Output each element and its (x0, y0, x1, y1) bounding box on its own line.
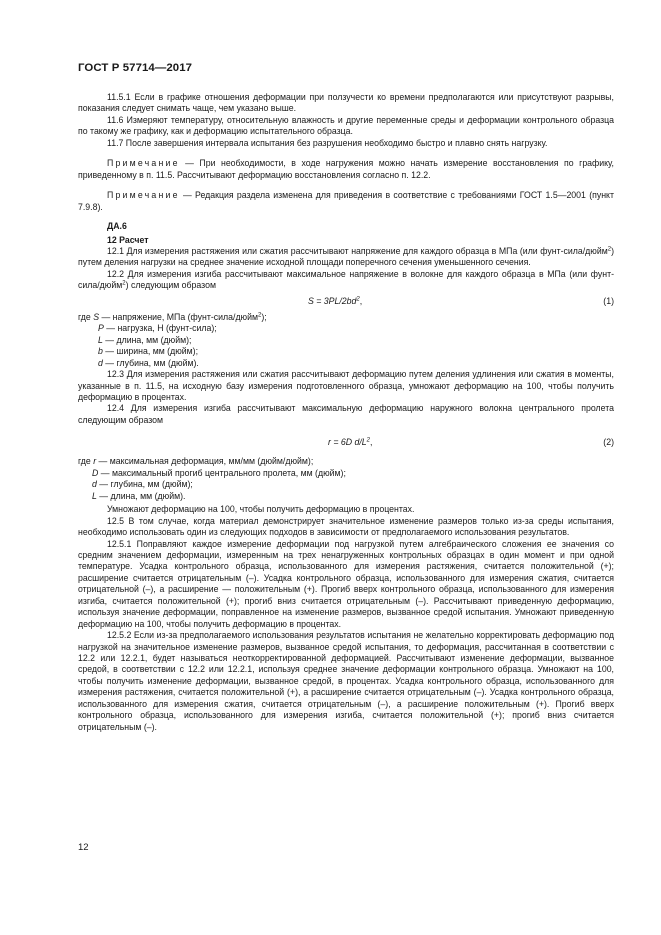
paragraph-12-5-1: 12.5.1 Поправляют каждое измерение деформации под нагрузкой путем алгебраического сложения ее значения со средним значением деформации, измеренным на трех ненагруженных контрольных образцах в один момент и при одной температуре. Усадка контрольного образца, использованного для измерения растяжения, считается положительной (+); расширение считается отрицательным (–). Усадка контрольного образца, использованного для измерения сжатия, считается отрицательной (–), а расширение — положительным (+). Прогиб вверх контрольного образца, использованного для измерения изгиба, считается положительной (+); прогиб вниз считается отрицательным (–). Рассчитывают приведенную деформацию, используя значение деформации, поправленное на изменение размеров, вызванное средой испытания. Умножают приведенную деформацию на 100, чтобы получить деформацию в процентах. (78, 538, 614, 629)
legend-text: — максимальный прогиб центрального пролета, мм (дюйм); (98, 467, 346, 478)
formula-1-comma: , (359, 295, 363, 306)
legend-text: — максимальная деформация, мм/мм (дюйм/дюйм); (96, 456, 314, 467)
document-body (78, 92, 614, 733)
legend-1 (78, 312, 614, 369)
paragraph-12-2-text: 12.2 Для измерения изгиба рассчитывают максимальное напряжение в волокне для каждого образца в МПа (или фунт-сила/дюйм (78, 268, 614, 291)
paragraph-12-2-text-end: ) следующим образом (125, 280, 216, 291)
formula-2-number: (2) (603, 437, 614, 448)
legend-variable: b (98, 346, 103, 357)
note-1-text: — При необходимости, в ходе нагружения можно начать измерение восстановления по графику, приведенному в п. 11.5. Рассчитывают деформацию восстановления согласно п. 12.2. (78, 158, 614, 180)
formula-2-comma: , (370, 437, 373, 448)
formula-1-number: (1) (603, 295, 614, 306)
legend-prefix: где (78, 456, 94, 467)
legend-text: — нагрузка, Н (фунт-сила); (103, 323, 217, 334)
superscript: 2 (122, 280, 126, 287)
legend-2-line (78, 468, 614, 479)
legend-variable: d (92, 479, 97, 490)
legend-text: — длина, мм (дюйм); (102, 334, 192, 345)
superscript: 2 (366, 437, 371, 444)
note-1-label: Примечание (107, 158, 180, 169)
legend-variable: r (93, 456, 97, 467)
legend-variable: L (92, 490, 97, 501)
section-title: 12 Расчет (107, 234, 149, 245)
legend-2 (78, 456, 614, 502)
legend-variable: d (98, 357, 103, 368)
paragraph-multiply: Умножают деформацию на 100, чтобы получить деформацию в процентах. (107, 504, 415, 515)
formula-2-expression (328, 437, 372, 448)
formula-1 (78, 295, 614, 309)
legend-text: — напряжение, МПа (фунт-сила/дюйм (99, 311, 259, 322)
legend-variable: S (93, 311, 100, 322)
legend-1-line (78, 358, 614, 369)
paragraph-12-1-text-end: ) путем деления нагрузки на среднее значение исходной площади поперечного сечения уменьшенного сечения. (78, 245, 614, 268)
legend-1-line (78, 323, 614, 334)
paragraph-12-2 (78, 269, 614, 292)
paragraph-12-3: 12.3 Для измерения растяжения или сжатия рассчитывают деформацию путем деления удлинения или сжатия в моменты, указанные в п. 11.5, на исходную базу измерения подготовленного образца, умножают деформацию на 100, чтобы получить деформацию в процентах. (78, 369, 614, 402)
legend-text: — глубина, мм (дюйм). (102, 357, 199, 368)
superscript: 2 (258, 312, 262, 319)
paragraph-11-6: 11.6 Измеряют температуру, относительную влажность и другие переменные среды и деформации контрольного образца по такому же графику, как и деформацию испытательного образца. (78, 114, 614, 137)
legend-text: — длина, мм (дюйм). (96, 490, 186, 501)
paragraph-12-5-2: 12.5.2 Если из-за предполагаемого использования результатов испытания не желательно корректировать деформацию под нагрузкой на значительное изменение размеров, вызванное средой испытания, то деформация, рассчитанная в соответствии с 12.2 или 12.2.1, будет называться неоткорректированной деформацией. Рассчитывают изменение деформации, вызванное средой, в соответствии с 12.2 или 12.2.1, используя среднее значение деформации контрольного образца. Умножают на 100, чтобы получить изменение деформации, вызванное средой, в процентах. Усадка контрольного образца, использованного для измерения растяжения, считается положительной (+), а расширение считается отрицательным (–). Усадка контрольного образца, использованного для измерения сжатия, считается отрицательным (–), а расширение положительным (+). Прогиб вверх контрольного образца, использованного для измерения изгиба, считается положительной (+); прогиб вниз считается отрицательным (–). (78, 630, 614, 732)
legend-1-line (78, 335, 614, 346)
legend-text: — ширина, мм (дюйм); (102, 346, 199, 357)
paragraph-12-1-text: 12.1 Для измерения растяжения или сжатия рассчитывают напряжение для каждого образца в МПа (или фунт-сила/дюйм (107, 245, 608, 256)
legend-text: — глубина, мм (дюйм); (96, 479, 193, 490)
paragraph-12-1 (78, 246, 614, 269)
legend-2-line (78, 479, 614, 490)
paragraph-12-4: 12.4 Для измерения изгиба рассчитывают максимальную деформацию наружного волокна центрального пролета следующим образом (78, 403, 614, 425)
annex-subsection-label: ДА.6 (107, 221, 127, 232)
formula-2-body: r = 6D d/L (328, 437, 367, 448)
paragraph-12-5: 12.5 В том случае, когда материал демонстрирует значительное изменение размеров только из-за среды испытания, необходимо использовать один из следующих подходов в зависимости от предполагаемого использования результатов. (78, 515, 614, 538)
legend-variable: L (98, 334, 103, 345)
legend-variable: P (98, 323, 104, 334)
note-2-text: — Редакция раздела изменена для приведения в соответствие с требованиями ГОСТ 1.5—2001 (пункт 7.9.8). (78, 190, 614, 212)
legend-1-line (78, 346, 614, 357)
formula-1-body: S = 3PL/2bd (308, 295, 357, 306)
document-header: ГОСТ Р 57714—2017 (78, 62, 193, 74)
superscript: 2 (356, 296, 360, 303)
legend-2-line (78, 491, 614, 502)
formula-1-expression (308, 296, 362, 307)
legend-1-line (78, 312, 614, 323)
note-2-label: Примечание (107, 190, 180, 201)
note-2 (78, 190, 614, 213)
note-1 (78, 158, 614, 181)
superscript: 2 (607, 246, 612, 253)
paragraph-11-7: 11.7 После завершения интервала испытания без разрушения необходимо быстро и плавно снять нагрузку. (107, 137, 548, 148)
legend-variable: D (92, 467, 99, 478)
legend-2-line (78, 456, 614, 467)
legend-text-end: ); (261, 311, 267, 322)
page-number: 12 (78, 842, 89, 853)
formula-2 (78, 436, 614, 450)
paragraph-11-5-1: 11.5.1 Если в графике отношения деформации при ползучести ко времени предполагаются или присутствуют разрывы, показания следует снимать чаще, чем указано выше. (78, 92, 614, 114)
legend-prefix: где (78, 311, 94, 322)
